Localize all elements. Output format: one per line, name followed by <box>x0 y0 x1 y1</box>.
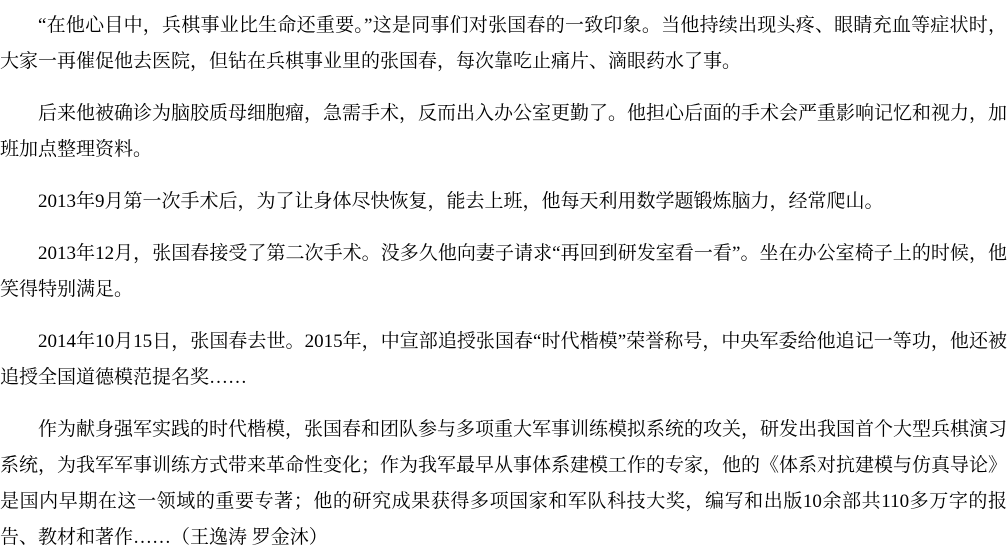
paragraph-6: 作为献身强军实践的时代楷模，张国春和团队参与多项重大军事训练模拟系统的攻关，研发出我国首个大型兵棋演习系统，为我军军事训练方式带来革命性变化；作为我军最早从事体系建模工作的专家，他的《体系对抗建模与仿真导论》是国内早期在这一领域的重要专著；他的研究成果获得多项国家和军队科技大奖，编写和出版10余部共110多万字的报告、教材和著作……（王逸涛 罗金沐） <box>0 419 1007 548</box>
paragraph-2: 后来他被确诊为脑胶质母细胞瘤，急需手术，反而出入办公室更勤了。他担心后面的手术会严重影响记忆和视力，加班加点整理资料。 <box>0 103 1007 160</box>
paragraph-3: 2013年9月第一次手术后，为了让身体尽快恢复，能去上班，他每天利用数学题锻炼脑力，经常爬山。 <box>38 191 884 212</box>
paragraph-4: 2013年12月，张国春接受了第二次手术。没多久他向妻子请求“再回到研发室看一看”。坐在办公室椅子上的时候，他笑得特别满足。 <box>0 243 1007 300</box>
paragraph-1: “在他心目中，兵棋事业比生命还重要。”这是同事们对张国春的一致印象。当他持续出现头疼、眼睛充血等症状时，大家一再催促他去医院，但钻在兵棋事业里的张国春，每次靠吃止痛片、滴眼药水了事。 <box>0 15 1007 72</box>
paragraph-5: 2014年10月15日，张国春去世。2015年，中宣部追授张国春“时代楷模”荣誉称号，中央军委给他追记一等功，他还被追授全国道德模范提名奖…… <box>0 331 1007 388</box>
